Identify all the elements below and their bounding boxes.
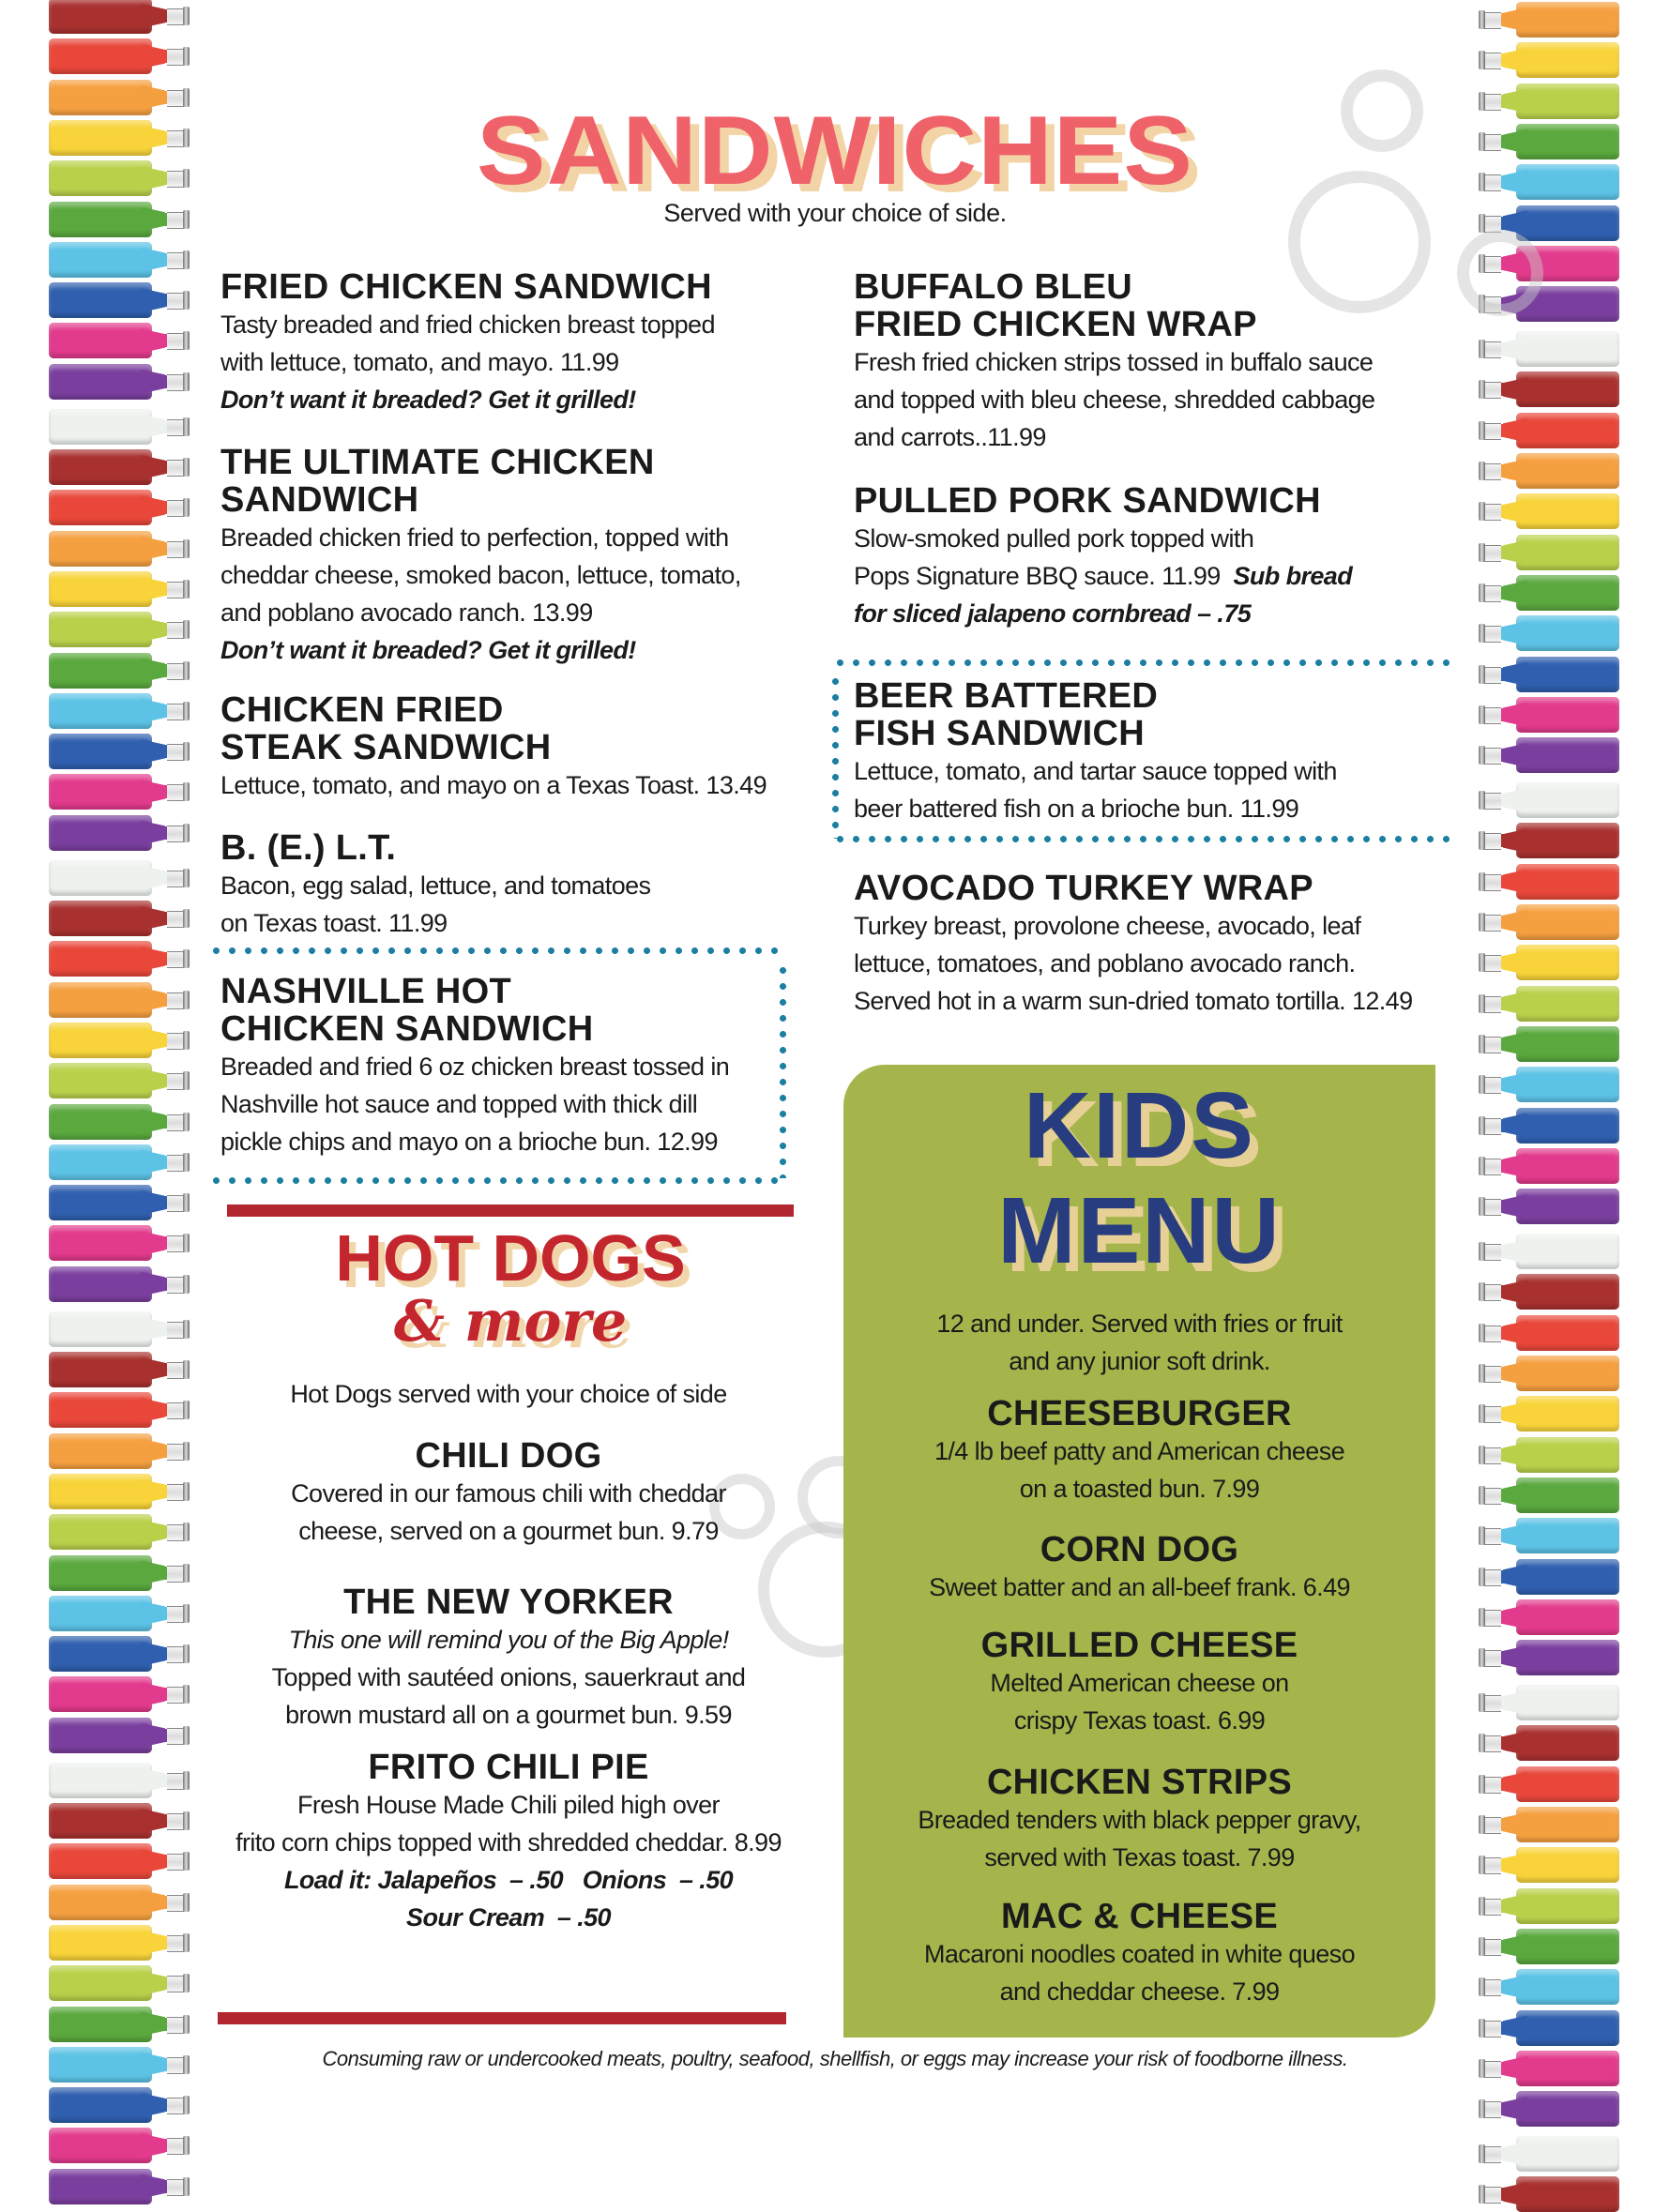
dark-red-bottle-icon	[49, 449, 190, 485]
red-bottle-icon	[1479, 413, 1619, 448]
item-note: Don’t want it breaded? Get it grilled!	[220, 636, 636, 664]
item-desc: Topped with sautéed onions, sauerkraut and	[271, 1663, 746, 1691]
left-bottle-border	[0, 0, 150, 2147]
red-bottle-icon	[49, 490, 190, 525]
white-bottle-icon	[1479, 2136, 1619, 2172]
item-desc: Nashville hot sauce and topped with thick dill	[220, 1090, 698, 1118]
featured-border-left	[832, 674, 839, 839]
white-bottle-icon	[49, 860, 190, 896]
yellow-bottle-icon	[1479, 42, 1619, 78]
menu-item-new-yorker	[208, 1583, 809, 1734]
lime-bottle-icon	[1479, 535, 1619, 570]
item-name: NASHVILLE HOT	[220, 972, 512, 1011]
item-desc: Served hot in a warm sun-dried tomato tortilla. 12.49	[854, 987, 1413, 1015]
item-name: FRITO CHILI PIE	[368, 1748, 649, 1787]
hotdogs-title: HOT DOGS	[335, 1221, 686, 1295]
hotdogs-top-divider	[227, 1204, 794, 1217]
item-name: STEAK SANDWICH	[220, 728, 552, 767]
purple-bottle-icon	[49, 2169, 190, 2204]
item-desc: Breaded chicken fried to perfection, topped with	[220, 523, 729, 552]
white-bottle-icon	[49, 1763, 190, 1798]
green-bottle-icon	[1479, 1929, 1619, 1964]
lime-bottle-icon	[1479, 1437, 1619, 1473]
orange-bottle-icon	[1479, 453, 1619, 489]
sandwiches-title: SANDWICHES	[477, 97, 1193, 205]
blue-bottle-icon	[1479, 1108, 1619, 1144]
item-name: GRILLED CHEESE	[980, 1626, 1298, 1665]
menu-item-frito-chili-pie	[208, 1749, 809, 1936]
item-desc: crispy Texas toast. 6.99	[1013, 1706, 1266, 1735]
pink-bottle-icon	[49, 1676, 190, 1712]
green-bottle-icon	[49, 1104, 190, 1140]
blue-bottle-icon	[49, 1185, 190, 1220]
menu-item-chicken-fried-steak-sandwich	[220, 691, 821, 804]
sandwiches-subtitle: Served with your choice of side.	[663, 199, 1007, 227]
purple-bottle-icon	[1479, 1189, 1619, 1224]
green-bottle-icon	[49, 2007, 190, 2042]
dark-red-bottle-icon	[1479, 823, 1619, 858]
item-name: AVOCADO TURKEY WRAP	[854, 869, 1313, 908]
item-name: CHEESEBURGER	[987, 1394, 1292, 1433]
item-name: FRIED CHICKEN WRAP	[854, 305, 1257, 344]
item-desc: Breaded tenders with black pepper gravy,	[918, 1806, 1361, 1834]
red-bottle-icon	[1479, 864, 1619, 900]
item-desc: Slow-smoked pulled pork topped with	[854, 524, 1254, 553]
menu-item-pulled-pork-sandwich	[854, 482, 1454, 632]
kids-subtitle-line: and any junior soft drink.	[1009, 1347, 1270, 1375]
yellow-bottle-icon	[1479, 945, 1619, 980]
lime-bottle-icon	[49, 1514, 190, 1550]
item-desc	[854, 557, 1454, 595]
blue-bottle-icon	[1479, 2010, 1619, 2046]
yellow-bottle-icon	[49, 571, 190, 607]
kids-title-line: MENU	[997, 1178, 1282, 1283]
item-desc: Lettuce, tomato, and mayo on a Texas Toast. 13.49	[220, 771, 767, 799]
light-blue-bottle-icon	[1479, 1969, 1619, 2005]
green-bottle-icon	[49, 653, 190, 689]
dark-red-bottle-icon	[1479, 1725, 1619, 1761]
item-name: CHICKEN STRIPS	[986, 1763, 1293, 1802]
pink-bottle-icon	[1479, 1148, 1619, 1184]
white-bottle-icon	[1479, 331, 1619, 367]
item-desc: pickle chips and mayo on a brioche bun. 12.99	[220, 1128, 718, 1156]
orange-bottle-icon	[1479, 1807, 1619, 1842]
light-blue-bottle-icon	[49, 1596, 190, 1631]
red-bottle-icon	[49, 1392, 190, 1428]
blue-bottle-icon	[1479, 657, 1619, 692]
purple-bottle-icon	[1479, 2091, 1619, 2127]
orange-bottle-icon	[1479, 904, 1619, 940]
kids-subtitle-line: 12 and under. Served with fries or fruit	[936, 1310, 1343, 1338]
orange-bottle-icon	[1479, 2, 1619, 38]
item-desc: Fresh fried chicken strips tossed in buffalo sauce	[854, 348, 1374, 376]
item-desc: 1/4 lb beef patty and American cheese	[934, 1437, 1345, 1465]
light-blue-bottle-icon	[1479, 1067, 1619, 1102]
purple-bottle-icon	[49, 1718, 190, 1753]
menu-item-belt	[220, 829, 821, 942]
dark-red-bottle-icon	[49, 1352, 190, 1387]
yellow-bottle-icon	[1479, 1396, 1619, 1432]
menu-item-fried-chicken-sandwich	[220, 268, 821, 418]
light-blue-bottle-icon	[49, 242, 190, 278]
hotdogs-title-script: & more	[393, 1289, 628, 1355]
item-desc: Melted American cheese on	[990, 1669, 1289, 1697]
decor-ring-icon	[1457, 230, 1543, 316]
yellow-bottle-icon	[49, 1925, 190, 1961]
kids-subtitle	[843, 1305, 1435, 1380]
light-blue-bottle-icon	[1479, 1518, 1619, 1553]
orange-bottle-icon	[49, 1433, 190, 1469]
item-desc: Breaded and fried 6 oz chicken breast tossed in	[220, 1053, 730, 1081]
item-desc: on Texas toast. 11.99	[220, 909, 448, 937]
white-bottle-icon	[1479, 782, 1619, 818]
dark-red-bottle-icon	[49, 0, 190, 34]
lime-bottle-icon	[49, 1965, 190, 2001]
yellow-bottle-icon	[1479, 1847, 1619, 1883]
kids-title-line: KIDS	[1024, 1073, 1255, 1178]
kids-item-corn-dog	[843, 1531, 1435, 1606]
red-bottle-icon	[1479, 1766, 1619, 1802]
item-desc: and carrots..11.99	[854, 423, 1046, 451]
hotdogs-subtitle	[208, 1375, 809, 1413]
dark-red-bottle-icon	[49, 901, 190, 936]
item-desc: Sweet batter and an all-beef frank. 6.49	[929, 1573, 1350, 1601]
menu-item-buffalo-bleu-wrap	[854, 268, 1454, 456]
featured-border-bottom	[208, 1177, 786, 1184]
blue-bottle-icon	[49, 2087, 190, 2123]
item-desc: served with Texas toast. 7.99	[984, 1843, 1295, 1871]
featured-border-top	[832, 659, 1451, 666]
light-blue-bottle-icon	[49, 1144, 190, 1180]
pink-bottle-icon	[49, 774, 190, 810]
blue-bottle-icon	[49, 734, 190, 769]
item-name: MAC & CHEESE	[1001, 1897, 1278, 1936]
purple-bottle-icon	[49, 364, 190, 400]
orange-bottle-icon	[1479, 1356, 1619, 1391]
white-bottle-icon	[49, 409, 190, 445]
lime-bottle-icon	[49, 1063, 190, 1098]
pink-bottle-icon	[1479, 697, 1619, 733]
blue-bottle-icon	[1479, 1559, 1619, 1595]
item-desc: brown mustard all on a gourmet bun. 9.59	[285, 1701, 732, 1729]
lime-bottle-icon	[49, 612, 190, 647]
featured-border-bottom	[832, 836, 1451, 842]
item-desc: and cheddar cheese. 7.99	[999, 1977, 1280, 2006]
purple-bottle-icon	[1479, 1640, 1619, 1675]
orange-bottle-icon	[49, 982, 190, 1018]
item-name: BUFFALO BLEU	[854, 267, 1133, 307]
item-desc: with lettuce, tomato, and mayo. 11.99	[220, 348, 619, 376]
menu-item-beer-battered-fish	[854, 677, 1454, 827]
item-name: THE NEW YORKER	[343, 1583, 674, 1622]
item-name: CORN DOG	[1040, 1530, 1239, 1569]
item-desc: cheese, served on a gourmet bun. 9.79	[298, 1517, 719, 1545]
item-desc-text: Pops Signature BBQ sauce. 11.99	[854, 562, 1221, 590]
dark-red-bottle-icon	[49, 1803, 190, 1839]
item-name: CHILI DOG	[415, 1436, 602, 1476]
item-desc: Macaroni noodles coated in white queso	[923, 1940, 1355, 1968]
item-desc: lettuce, tomatoes, and poblano avocado ranch.	[854, 949, 1356, 977]
item-note: Sub bread	[1233, 562, 1353, 590]
red-bottle-icon	[49, 1843, 190, 1879]
item-name: BEER BATTERED	[854, 676, 1159, 716]
dark-red-bottle-icon	[1479, 371, 1619, 407]
featured-border-top	[208, 947, 786, 954]
food-safety-disclaimer: Consuming raw or undercooked meats, poultry, seafood, shellfish, or eggs may increase your risk of foodborne illness.	[322, 2047, 1348, 2070]
purple-bottle-icon	[49, 815, 190, 851]
purple-bottle-icon	[1479, 737, 1619, 773]
item-name: SANDWICH	[220, 480, 419, 520]
lime-bottle-icon	[1479, 986, 1619, 1022]
white-bottle-icon	[49, 1311, 190, 1347]
kids-item-grilled-cheese	[843, 1627, 1435, 1739]
item-desc: and topped with bleu cheese, shredded cabbage	[854, 386, 1375, 414]
yellow-bottle-icon	[49, 1474, 190, 1509]
item-desc: Tasty breaded and fried chicken breast topped	[220, 311, 715, 339]
kids-menu-title	[843, 1073, 1435, 1283]
item-name: CHICKEN SANDWICH	[220, 1009, 594, 1049]
item-name: FISH SANDWICH	[854, 714, 1145, 753]
white-bottle-icon	[1479, 1685, 1619, 1720]
item-tagline: This one will remind you of the Big Apple!	[288, 1626, 729, 1654]
dark-red-bottle-icon	[1479, 1274, 1619, 1310]
light-blue-bottle-icon	[1479, 615, 1619, 651]
item-note: Don’t want it breaded? Get it grilled!	[220, 386, 636, 414]
item-desc: Lettuce, tomato, and tartar sauce topped with	[854, 757, 1337, 785]
menu-item-chili-dog	[208, 1437, 809, 1550]
item-name: PULLED PORK SANDWICH	[854, 481, 1321, 521]
item-desc: beer battered fish on a brioche bun. 11.99	[854, 795, 1299, 823]
pink-bottle-icon	[49, 323, 190, 358]
red-bottle-icon	[49, 941, 190, 977]
kids-item-cheeseburger	[843, 1395, 1435, 1507]
green-bottle-icon	[1479, 575, 1619, 611]
red-bottle-icon	[49, 38, 190, 74]
pink-bottle-icon	[49, 2128, 190, 2163]
white-bottle-icon	[1479, 1234, 1619, 1269]
blue-bottle-icon	[49, 1636, 190, 1672]
item-name: THE ULTIMATE CHICKEN	[220, 443, 655, 482]
menu-item-nashville-hot-chicken	[220, 973, 783, 1160]
kids-item-chicken-strips	[843, 1764, 1435, 1876]
red-bottle-icon	[1479, 1315, 1619, 1351]
green-bottle-icon	[1479, 1026, 1619, 1062]
item-desc: Covered in our famous chili with cheddar	[291, 1479, 726, 1507]
item-desc: Turkey breast, provolone cheese, avocado, leaf	[854, 912, 1361, 940]
orange-bottle-icon	[49, 531, 190, 567]
green-bottle-icon	[1479, 1477, 1619, 1513]
yellow-bottle-icon	[1479, 493, 1619, 529]
item-desc: cheddar cheese, smoked bacon, lettuce, tomato,	[220, 561, 741, 589]
menu-item-ultimate-chicken-sandwich	[220, 444, 821, 669]
item-desc: and poblano avocado ranch. 13.99	[220, 598, 593, 627]
item-name: FRIED CHICKEN SANDWICH	[220, 267, 712, 307]
item-addons: Sour Cream – .50	[406, 1903, 611, 1932]
hotdogs-subtitle-text: Hot Dogs served with your choice of side	[290, 1380, 727, 1408]
yellow-bottle-icon	[49, 1023, 190, 1058]
purple-bottle-icon	[49, 1266, 190, 1302]
item-desc: on a toasted bun. 7.99	[1019, 1475, 1260, 1503]
item-desc: frito corn chips topped with shredded cheddar. 8.99	[235, 1828, 782, 1856]
menu-item-avocado-turkey-wrap	[854, 870, 1454, 1020]
blue-bottle-icon	[49, 282, 190, 318]
item-name: CHICKEN FRIED	[220, 690, 504, 730]
item-note: for sliced jalapeno cornbread – .75	[854, 599, 1252, 628]
green-bottle-icon	[49, 1555, 190, 1591]
kids-item-mac-and-cheese	[843, 1898, 1435, 2010]
pink-bottle-icon	[49, 1225, 190, 1261]
pink-bottle-icon	[1479, 1599, 1619, 1635]
hotdogs-bottom-divider	[218, 2012, 786, 2024]
item-name: B. (E.) L.T.	[220, 828, 397, 868]
item-desc: Bacon, egg salad, lettuce, and tomatoes	[220, 871, 651, 900]
light-blue-bottle-icon	[49, 693, 190, 729]
item-addons: Load it: Jalapeños – .50 Onions – .50	[283, 1866, 734, 1894]
dark-red-bottle-icon	[1479, 2176, 1619, 2212]
orange-bottle-icon	[49, 1885, 190, 1920]
item-desc: Fresh House Made Chili piled high over	[297, 1791, 720, 1819]
lime-bottle-icon	[1479, 1888, 1619, 1924]
